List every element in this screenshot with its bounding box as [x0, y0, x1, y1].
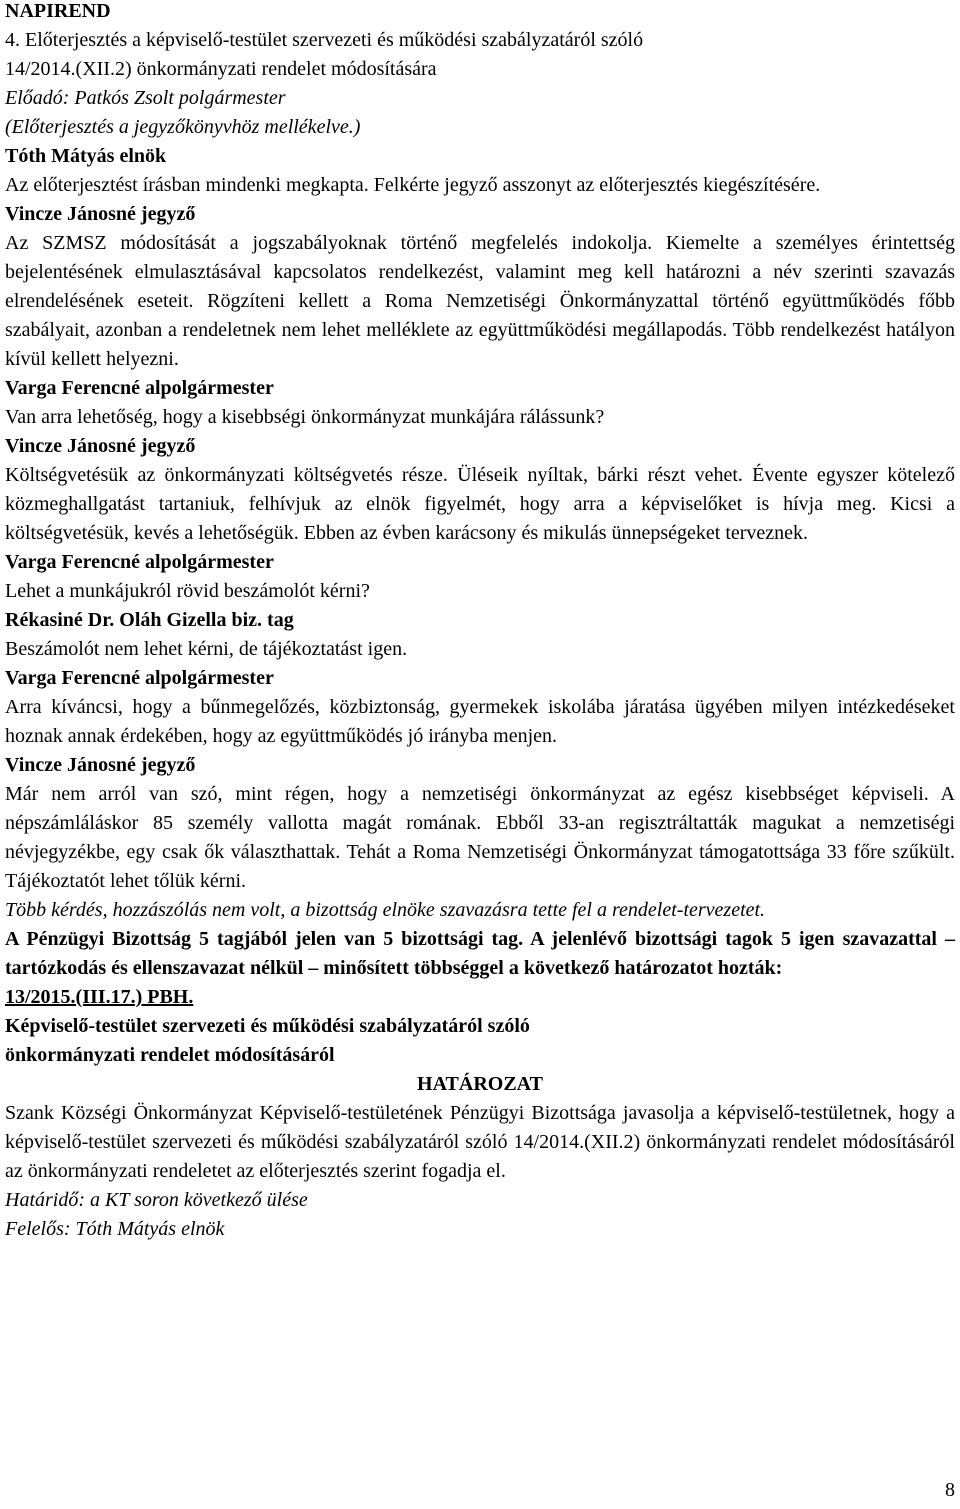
resolution-title: HATÁROZAT — [417, 1073, 543, 1095]
speaker-name: Varga Ferencné alpolgármester — [5, 377, 274, 399]
speech-text: Költségvetésük az önkormányzati költségvetés része. Üléseik nyíltak, bárki részt vehet. Évente egyszer kötelező közmeghallgatást tartaniuk, felhívjuk az elnök figyelmét, hogy arra a képviselőket is hívja meg. Kicsi a költségvetésük, kevés a lehetőségük. Ebben az évben karácsony és mikulás ünnepségeket terveznek. — [5, 464, 955, 544]
speech-text: Arra kíváncsi, hogy a bűnmegelőzés, közbiztonság, gyermekek iskolába járatása ügyében milyen intézkedéseket hoznak annak érdekében, hogy az együttműködés jó irányba menjen. — [5, 696, 955, 747]
resolution-body: Szank Községi Önkormányzat Képviselő-testületének Pénzügyi Bizottsága javasolja a képviselő-testületnek, hogy a képviselő-testület szervezeti és működési szabályzatáról szóló 14/2014.(XII.2) önkormányzati rendelet módosításáról az önkormányzati rendeletet az előterjesztés szerint fogadja el. — [5, 1102, 955, 1182]
agenda-note: (Előterjesztés a jegyzőkönyvhöz mellékelve.) — [5, 116, 361, 138]
closing-note: Több kérdés, hozzászólás nem volt, a bizottság elnöke szavazásra tette fel a rendelet-tervezetet. — [5, 899, 766, 921]
speech-text: Beszámolót nem lehet kérni, de tájékoztatást igen. — [5, 638, 408, 660]
speaker-name: Vincze Jánosné jegyző — [5, 754, 196, 776]
speaker-name: Varga Ferencné alpolgármester — [5, 551, 274, 573]
speech-text: Van arra lehetőség, hogy a kisebbségi önkormányzat munkájára rálássunk? — [5, 406, 605, 428]
speech-text: Már nem arról van szó, mint régen, hogy a nemzetiségi önkormányzat az egész kisebbséget képviseli. A népszámláláskor 85 személy vallotta magát romának. Ebből 33-an regisztráltatták magukat a nemzetiségi névjegyzékbe, egy csak ők választhattak. Tehát a Roma Nemzetiségi Önkormányzat támogatottsága 33 főre szűkült. Tájékoztatót lehet tőlük kérni. — [5, 783, 955, 892]
speaker-name: Tóth Mátyás elnök — [5, 145, 167, 167]
speaker-name: Varga Ferencné alpolgármester — [5, 667, 274, 689]
speech-text: Lehet a munkájukról rövid beszámolót kérni? — [5, 580, 370, 602]
page-number: 8 — [945, 1479, 955, 1501]
vote-result: A Pénzügyi Bizottság 5 tagjából jelen van 5 bizottsági tag. A jelenlévő bizottsági tagok 5 igen szavazattal –tartózkodás és ellenszavazat nélkül – minősített többséggel a következő határozatot hozták: — [5, 928, 955, 979]
resolution-subject-line2: önkormányzati rendelet módosításáról — [5, 1044, 335, 1066]
agenda-presenter: Előadó: Patkós Zsolt polgármester — [5, 87, 286, 109]
resolution-number: 13/2015.(III.17.) PBH. — [5, 986, 194, 1008]
speech-text: Az előterjesztést írásban mindenki megkapta. Felkérte jegyző asszonyt az előterjesztés kiegészítésére. — [5, 174, 821, 196]
resolution-responsible: Felelős: Tóth Mátyás elnök — [5, 1218, 225, 1240]
resolution-subject-line1: Képviselő-testület szervezeti és működési szabályzatáról szóló — [5, 1015, 530, 1037]
speaker-name: Vincze Jánosné jegyző — [5, 203, 196, 225]
document-page — [5, 0, 955, 1244]
section-heading: NAPIREND — [5, 0, 111, 22]
speaker-name: Vincze Jánosné jegyző — [5, 435, 196, 457]
speech-text: Az SZMSZ módosítását a jogszabályoknak történő megfelelés indokolja. Kiemelte a személyes érintettség bejelentésének elmulasztásával kapcsolatos rendelkezést, valamint meg kell határozni a név szerinti szavazás elrendelésének eseteit. Rögzíteni kellett a Roma Nemzetiségi Önkormányzattal történő együttműködés főbb szabályait, azonban a rendeletnek nem lehet melléklete az együttműködési megállapodás. Több rendelkezést hatályon kívül kellett helyezni. — [5, 232, 955, 370]
speaker-name: Rékasiné Dr. Oláh Gizella biz. tag — [5, 609, 294, 631]
resolution-deadline: Határidő: a KT soron következő ülése — [5, 1189, 308, 1211]
agenda-item-line1: 4. Előterjesztés a képviselő-testület szervezeti és működési szabályzatáról szóló — [5, 29, 644, 51]
agenda-item-line2: 14/2014.(XII.2) önkormányzati rendelet módosítására — [5, 58, 437, 80]
